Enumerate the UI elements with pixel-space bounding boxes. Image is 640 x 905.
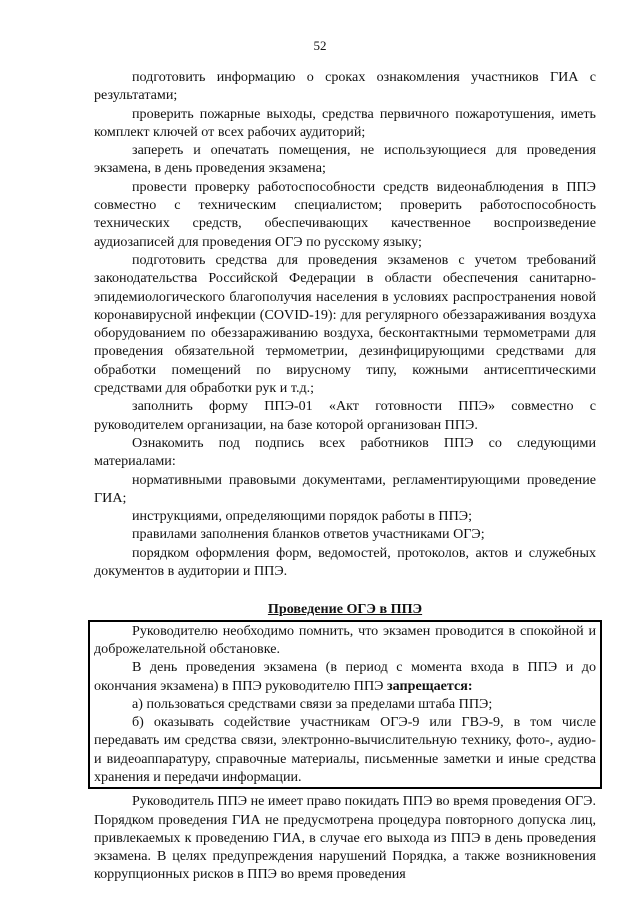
highlighted-box: [88, 620, 602, 790]
paragraph: запереть и опечатать помещения, не использующиеся для проведения экзамена, в день проведения экзамена;: [94, 142, 596, 177]
paragraph: Руководитель ППЭ не имеет право покидать ППЭ во время проведения ОГЭ. Порядком проведения ГИА не предусмотрена процедура повторного допуска лиц, привлекаемых к проведению ГИА, в случае его выхода из ППЭ в день проведения экзамена. В целях предупреждения нарушений Порядка, а также возникновения коррупционных рисков в ППЭ во время проведения: [94, 793, 596, 883]
box-paragraph-text: В день проведения экзамена (в период с момента входа в ППЭ и до окончания экзамена) в ППЭ руководителю ППЭ: [94, 659, 596, 694]
list-item: правилами заполнения бланков ответов участниками ОГЭ;: [132, 526, 485, 543]
paragraph: Ознакомить под подпись всех работников ППЭ со следующими материалами:: [94, 434, 596, 470]
box-list-item: б) оказывать содействие участникам ОГЭ-9 или ГВЭ-9, в том числе передавать им средства связи, электронно-вычислительную технику, фото-, аудио- и видеоаппаратуру, справочные материалы, письменные заметки и иные средства хранения и передачи информации.: [94, 714, 596, 785]
box-paragraph: [94, 658, 596, 695]
section-heading: Проведение ОГЭ в ППЭ: [267, 601, 423, 618]
list-item: инструкциями, определяющими порядок работы в ППЭ;: [132, 508, 473, 525]
prohibited-label: запрещается:: [386, 677, 473, 694]
paragraph: проверить пожарные выходы, средства первичного пожаротушения, иметь комплект ключей от всех рабочих аудиторий;: [94, 105, 596, 140]
box-paragraph: Руководителю необходимо помнить, что экзамен проводится в спокойной и доброжелательной обстановке.: [94, 622, 596, 657]
paragraph: подготовить информацию о сроках ознакомления участников ГИА с результатами;: [94, 69, 596, 104]
paragraph: заполнить форму ППЭ-01 «Акт готовности ППЭ» совместно с руководителем организации, на базе которой организован ППЭ.: [94, 398, 596, 433]
paragraph: подготовить средства для проведения экзаменов с учетом требований законодательства Российской Федерации в области обеспечения санитарно-эпидемиологического благополучия населения в условиях распространения новой коронавирусной инфекции (COVID-19): для регулярного обеззараживания воздуха оборудованием по обеззараживанию воздуха, бесконтактными термометрами для проведения обязательной термометрии, дезинфицирующими средствами для обработки помещений по вирусному типу, кожными антисептическими средствами для обработки рук и т.д.;: [94, 251, 596, 397]
list-item: нормативными правовыми документами, регламентирующими проведение ГИА;: [94, 471, 596, 506]
document-body: [94, 68, 596, 884]
page-number: 52: [313, 38, 327, 53]
list-item: порядком оформления форм, ведомостей, протоколов, актов и служебных документов в аудитории и ППЭ.: [94, 544, 596, 580]
paragraph: провести проверку работоспособности средств видеонаблюдения в ППЭ совместно с техническим специалистом; проверить работоспособность технических средств, обеспечивающих качественное воспроизведение аудиозаписей для проведения ОГЭ по русскому языку;: [94, 178, 596, 250]
box-list-item: а) пользоваться средствами связи за пределами штаба ППЭ;: [132, 695, 493, 712]
